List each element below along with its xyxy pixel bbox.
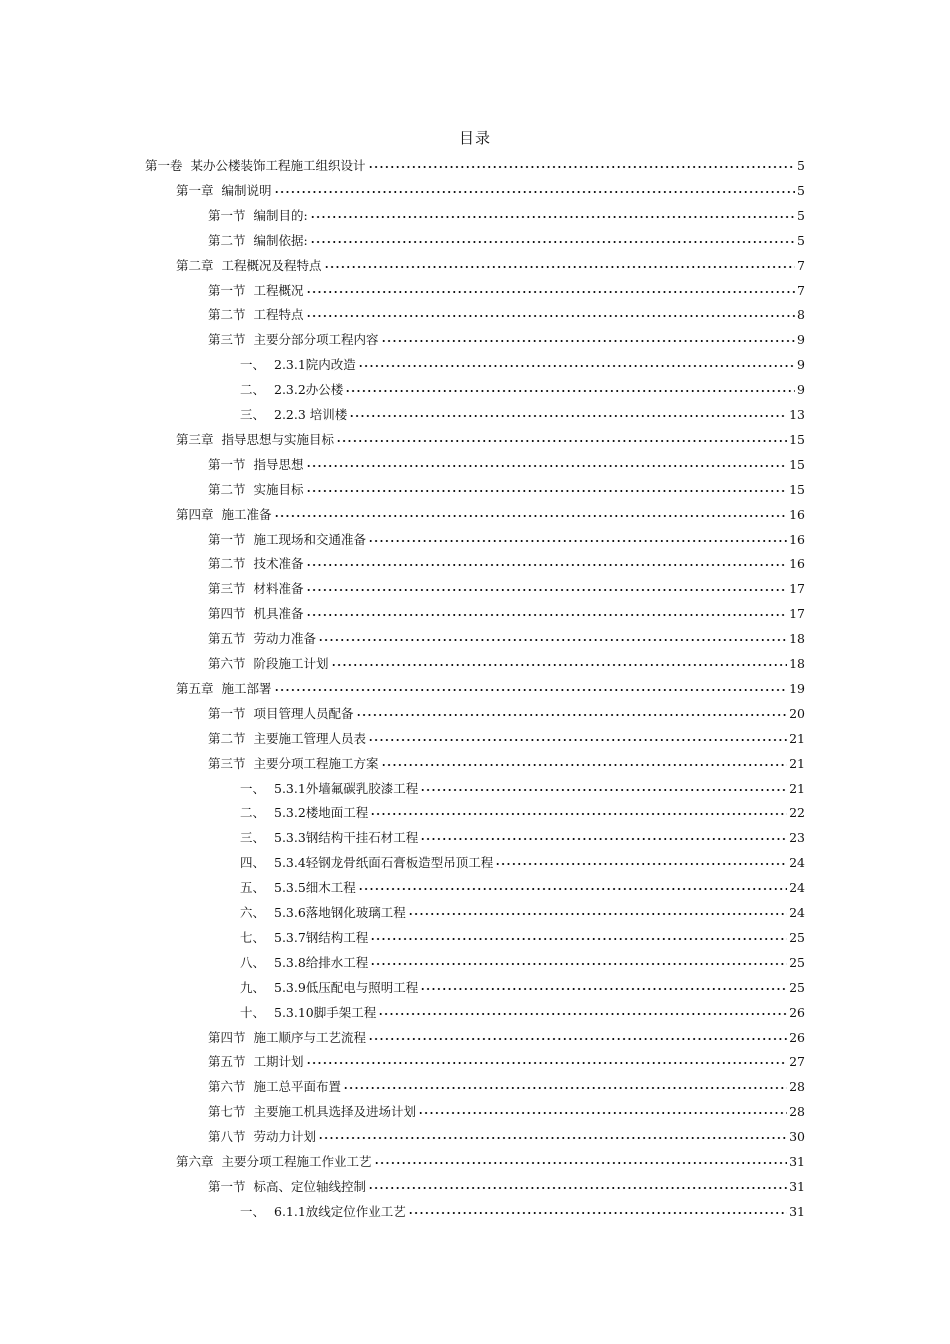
toc-entry-label [208,1052,304,1072]
toc-entry[interactable] [240,1196,805,1221]
toc-entry-page: 15 [789,481,805,497]
toc-entry-page: 17 [789,606,805,622]
toc-entry-text: 2.2.3 培训楼 [274,407,348,422]
toc-entry-label [208,305,304,325]
toc-entry-number: 第六节 [208,656,246,671]
toc-entry-page: 26 [789,1029,805,1045]
toc-entry[interactable] [240,797,805,822]
toc-entry-label [208,704,354,724]
toc-entry-number: 第三节 [208,581,246,597]
toc-entry-page: 28 [789,1079,805,1095]
toc-entry-label [240,828,418,848]
toc-entry-text: 编制依据: [253,232,308,248]
toc-entry[interactable] [208,524,805,549]
toc-entry-text: 2.3.2办公楼 [274,382,344,398]
toc-entry-page: 31 [789,1154,805,1169]
toc-entry[interactable] [208,548,805,573]
toc-entry-label [240,978,418,998]
toc-entry-number: 一、 [240,780,266,796]
toc-entry-page: 9 [797,332,805,348]
dot-leader [358,349,795,369]
dot-leader [378,997,787,1017]
dot-leader [370,797,787,817]
toc-entry-text: 工程概况 [253,282,304,298]
toc-entry-label [240,380,343,400]
toc-entry[interactable] [240,773,805,798]
dot-leader [495,847,787,867]
dot-leader [374,1146,788,1166]
toc-entry[interactable] [208,698,805,723]
toc-entry-text: 5.3.5细木工程 [274,880,356,896]
toc-entry-label [240,878,356,898]
toc-entry[interactable] [176,499,805,524]
toc-entry-text: 材料准备 [253,581,304,597]
toc-entry-number: 第一节 [208,282,246,298]
toc-entry-number: 第二节 [208,232,246,248]
toc-entry-label [208,231,308,251]
toc-entry-label [208,604,304,624]
dot-leader [381,324,796,344]
dot-leader [310,225,795,245]
toc-entry-text: 工期计划 [253,1054,304,1070]
toc-entry-label [240,928,368,948]
toc-entry-label [208,754,379,774]
toc-entry-label [176,181,272,201]
toc-entry-label [240,405,347,425]
toc-entry-text: 施工现场和交通准备 [253,531,367,547]
toc-entry[interactable] [208,225,805,250]
toc-entry-text: 某办公楼装饰工程施工组织设计 [190,158,366,173]
toc-entry-number: 第四节 [208,1029,246,1045]
dot-leader [368,1171,787,1191]
toc-entry[interactable] [208,598,805,623]
toc-entry-text: 主要分部分项工程内容 [253,332,379,348]
toc-entry-label [208,530,366,550]
toc-entry-page: 23 [789,830,805,846]
toc-entry-number: 第一卷 [145,158,183,173]
toc-entry-label [240,853,493,873]
toc-entry-number: 四、 [240,855,266,871]
toc-entry[interactable] [240,349,805,374]
toc-entry[interactable] [208,1096,805,1121]
dot-leader [324,250,796,270]
toc-entry-number: 第一章 [176,182,214,198]
toc-entry-number: 第八节 [208,1129,246,1145]
toc-entry-page: 5 [797,158,805,173]
toc-entry[interactable] [240,872,805,897]
toc-entry-number: 第五节 [208,1054,246,1070]
toc-entry[interactable] [208,723,805,748]
toc-entry-page: 21 [789,755,805,771]
toc-entry-text: 实施目标 [253,481,304,497]
toc-entry-label [208,579,304,599]
dot-leader [420,773,787,793]
dot-leader [408,897,787,917]
toc-entry-label [208,629,316,649]
toc-entry[interactable] [208,1071,805,1096]
toc-entry-text: 6.1.1放线定位作业工艺 [274,1203,406,1219]
toc-entry-number: 第二节 [208,730,246,746]
toc-entry-text: 施工准备 [221,506,272,522]
toc-entry-number: 二、 [240,805,266,821]
toc-entry-page: 25 [789,979,805,995]
toc-entry-page: 9 [797,357,805,373]
toc-entry-number: 第七节 [208,1104,246,1120]
toc-entry-page: 31 [789,1203,805,1219]
toc-entry-label [240,355,356,375]
toc-entry-text: 主要分项工程施工方案 [253,755,379,771]
toc-entry-label [240,1202,406,1222]
toc-entry-number: 第一节 [208,207,246,223]
toc-entry-number: 三、 [240,830,266,846]
toc-entry-text: 机具准备 [253,606,304,622]
toc-entry-label [208,554,304,574]
toc-entry-page: 24 [789,855,805,871]
toc-entry-page: 5 [797,232,805,248]
toc-entry-number: 第五章 [176,680,214,696]
dot-leader [343,1071,787,1091]
dot-leader [274,499,788,519]
toc-entry-text: 施工总平面布置 [253,1079,342,1095]
toc-entry-label [240,803,368,823]
toc-entry-page: 30 [789,1129,805,1145]
toc-entry-label [208,206,308,226]
toc-entry-text: 劳动力计划 [253,1129,317,1145]
toc-entry-page: 13 [789,407,805,422]
toc-entry-number: 一、 [240,357,266,373]
dot-leader [370,922,787,942]
toc-entry-page: 5 [797,207,805,223]
dot-leader [420,822,787,842]
toc-entry-number: 第二节 [208,307,246,323]
dot-leader [306,598,788,618]
toc-entry-page: 7 [797,282,805,298]
toc-entry-page: 27 [789,1054,805,1070]
toc-entry[interactable] [208,299,805,324]
toc-entry[interactable] [240,897,805,922]
dot-leader [368,150,796,170]
toc-entry-page: 20 [789,705,805,721]
toc-entry-text: 劳动力准备 [253,631,317,647]
toc-entry-page: 26 [789,1004,805,1020]
toc-entry-number: 六、 [240,905,266,920]
toc-entry-page: 5 [797,182,805,198]
toc-entry-page: 15 [789,456,805,472]
toc-entry-text: 指导思想 [253,456,304,472]
toc-entry-number: 第一节 [208,705,246,721]
toc-entry-number: 第四节 [208,606,246,622]
toc-entry-text: 指导思想与实施目标 [221,431,335,447]
toc-entry-page: 24 [789,880,805,896]
toc-entry-label [208,1028,366,1048]
toc-entry[interactable] [208,1121,805,1146]
toc-entry-label [208,330,379,350]
toc-entry-page: 24 [789,905,805,920]
toc-entry-page: 8 [797,307,805,323]
toc-entry[interactable] [176,424,805,449]
toc-entry-label [208,1127,316,1147]
toc-entry-text: 5.3.7钢结构工程 [274,929,369,945]
toc-entry-page: 19 [789,680,805,696]
toc-entry-label [208,455,304,475]
toc-entry-number: 第二节 [208,556,246,572]
dot-leader [306,474,788,494]
toc-title: 目录 [458,129,491,147]
dot-leader [306,275,796,295]
toc-entry-text: 5.3.9低压配电与照明工程 [274,979,419,995]
dot-leader [420,972,787,992]
toc-entry-text: 工程特点 [253,307,304,323]
toc-entry-text: 阶段施工计划 [253,656,329,671]
toc-entry-text: 主要施工机具选择及进场计划 [253,1104,417,1120]
toc-entry-text: 施工顺序与工艺流程 [253,1029,367,1045]
toc-entry-number: 七、 [240,929,266,945]
toc-entry-label [208,281,304,301]
toc-entry[interactable] [240,374,805,399]
toc-entry[interactable] [240,822,805,847]
toc-entry-number: 第五节 [208,631,246,647]
toc-entry-page: 18 [789,631,805,647]
toc-entry-label [240,953,368,973]
toc-entry[interactable] [208,748,805,773]
toc-entry-number: 十、 [240,1004,266,1020]
dot-leader [306,548,788,568]
toc-entry-number: 第六节 [208,1079,246,1095]
toc-entry-page: 22 [789,805,805,821]
toc-entry[interactable] [240,947,805,972]
toc-entry-label [176,256,322,276]
dot-leader [368,723,787,743]
toc-entry[interactable] [208,1022,805,1047]
toc-entry-label [208,1102,416,1122]
toc-entry-page: 28 [789,1104,805,1120]
dot-leader [331,648,788,668]
toc-entry-number: 一、 [240,1203,266,1219]
toc-entry[interactable] [208,275,805,300]
toc-entry-text: 主要施工管理人员表 [253,730,367,746]
toc-entry-label [208,654,329,674]
dot-leader [368,524,787,544]
toc-entry-number: 五、 [240,880,266,896]
toc-entry-number: 第三章 [176,431,214,447]
toc-entry-text: 2.3.1院内改造 [274,357,356,373]
toc-entry-label [208,480,304,500]
toc-entry-page: 16 [789,556,805,572]
toc-entry-text: 主要分项工程施工作业工艺 [221,1154,372,1169]
toc-entry[interactable] [208,648,805,673]
toc-entry-label [208,1177,366,1197]
toc-entry-text: 5.3.8给排水工程 [274,954,369,970]
toc-entry-label [176,1152,372,1172]
toc-entry-text: 5.3.6落地钢化玻璃工程 [274,905,406,920]
toc-entry-label [240,779,418,799]
toc-entry-number: 第二章 [176,257,214,273]
toc-entry-label [176,505,272,525]
toc-entry-text: 5.3.4轻钢龙骨纸面石膏板造型吊顶工程 [274,855,494,871]
toc-entry-number: 第四章 [176,506,214,522]
dot-leader [318,623,787,643]
toc-entry[interactable] [208,1046,805,1071]
toc-entry-text: 技术准备 [253,556,304,572]
toc-entry-text: 编制目的: [253,207,308,223]
toc-entry[interactable] [208,474,805,499]
toc-entry[interactable] [176,1146,805,1171]
dot-leader [306,1046,788,1066]
toc-entry-page: 16 [789,531,805,547]
toc-entry[interactable] [208,1171,805,1196]
toc-entry-number: 第一节 [208,1178,246,1194]
toc-entry-page: 25 [789,929,805,945]
toc-entry-number: 第二节 [208,481,246,497]
toc-entry-page: 15 [789,431,805,447]
dot-leader [370,947,787,967]
toc-entry[interactable] [240,922,805,947]
toc-entry-number: 第三节 [208,332,246,348]
dot-leader [345,374,795,394]
toc-entry-number: 二、 [240,382,266,398]
dot-leader [274,175,796,195]
dot-leader [306,573,788,593]
dot-leader [310,200,795,220]
toc-entry-label [240,903,406,923]
toc-entry[interactable] [240,972,805,997]
toc-entry-number: 第一节 [208,456,246,472]
toc-entry-page: 21 [789,780,805,796]
toc-entry-page: 31 [789,1178,805,1194]
toc-entry-page: 9 [797,382,805,398]
toc-entry[interactable] [145,150,805,175]
dot-leader [356,698,788,718]
toc-entry-text: 编制说明 [221,182,272,198]
toc-entry-text: 5.3.2楼地面工程 [274,805,369,821]
toc-entry-label [208,1077,341,1097]
toc-entry-text: 5.3.10脚手架工程 [274,1004,377,1020]
dot-leader [318,1121,787,1141]
dot-leader [368,1022,787,1042]
toc-entry[interactable] [208,573,805,598]
toc-entry-page: 7 [797,257,805,273]
toc-entry-page: 25 [789,954,805,970]
toc-entry-number: 九、 [240,979,266,995]
toc-entry[interactable] [208,623,805,648]
toc-entry[interactable] [240,399,805,424]
dot-leader [349,399,787,419]
toc-entry-text: 工程概况及程特点 [221,257,322,273]
toc-entry[interactable] [176,673,805,698]
toc-entry-label [176,679,272,699]
toc-entry[interactable] [240,847,805,872]
toc-entry-text: 施工部署 [221,680,272,696]
dot-leader [358,872,787,892]
toc-entry-number: 八、 [240,954,266,970]
toc-entry-number: 第三节 [208,755,246,771]
toc-entry-page: 21 [789,730,805,746]
toc-entry-page: 17 [789,581,805,597]
toc-entry-number: 第六章 [176,1154,214,1169]
toc-entry-label [145,156,366,176]
dot-leader [274,673,788,693]
toc-entry-label [240,1003,376,1023]
toc-entry-label [176,430,334,450]
toc-entry-text: 标高、定位轴线控制 [253,1178,367,1194]
dot-leader [336,424,787,444]
toc-entry[interactable] [176,175,805,200]
dot-leader [381,748,788,768]
toc-entry[interactable] [208,449,805,474]
toc-entry[interactable] [208,200,805,225]
dot-leader [306,449,788,469]
toc-entry[interactable] [176,250,805,275]
toc-entry-page: 18 [789,656,805,671]
toc-entry-page: 16 [789,506,805,522]
toc-entry-text: 5.3.1外墙氟碳乳胶漆工程 [274,780,419,796]
dot-leader [408,1196,787,1216]
toc-entry-text: 5.3.3钢结构干挂石材工程 [274,830,419,846]
dot-leader [306,299,796,319]
dot-leader [418,1096,787,1116]
toc-entry-label [208,729,366,749]
toc-entry-number: 第一节 [208,531,246,547]
toc-entry[interactable] [240,997,805,1022]
toc-entry-text: 项目管理人员配备 [253,705,354,721]
toc-entry[interactable] [208,324,805,349]
toc-entry-number: 三、 [240,407,266,422]
